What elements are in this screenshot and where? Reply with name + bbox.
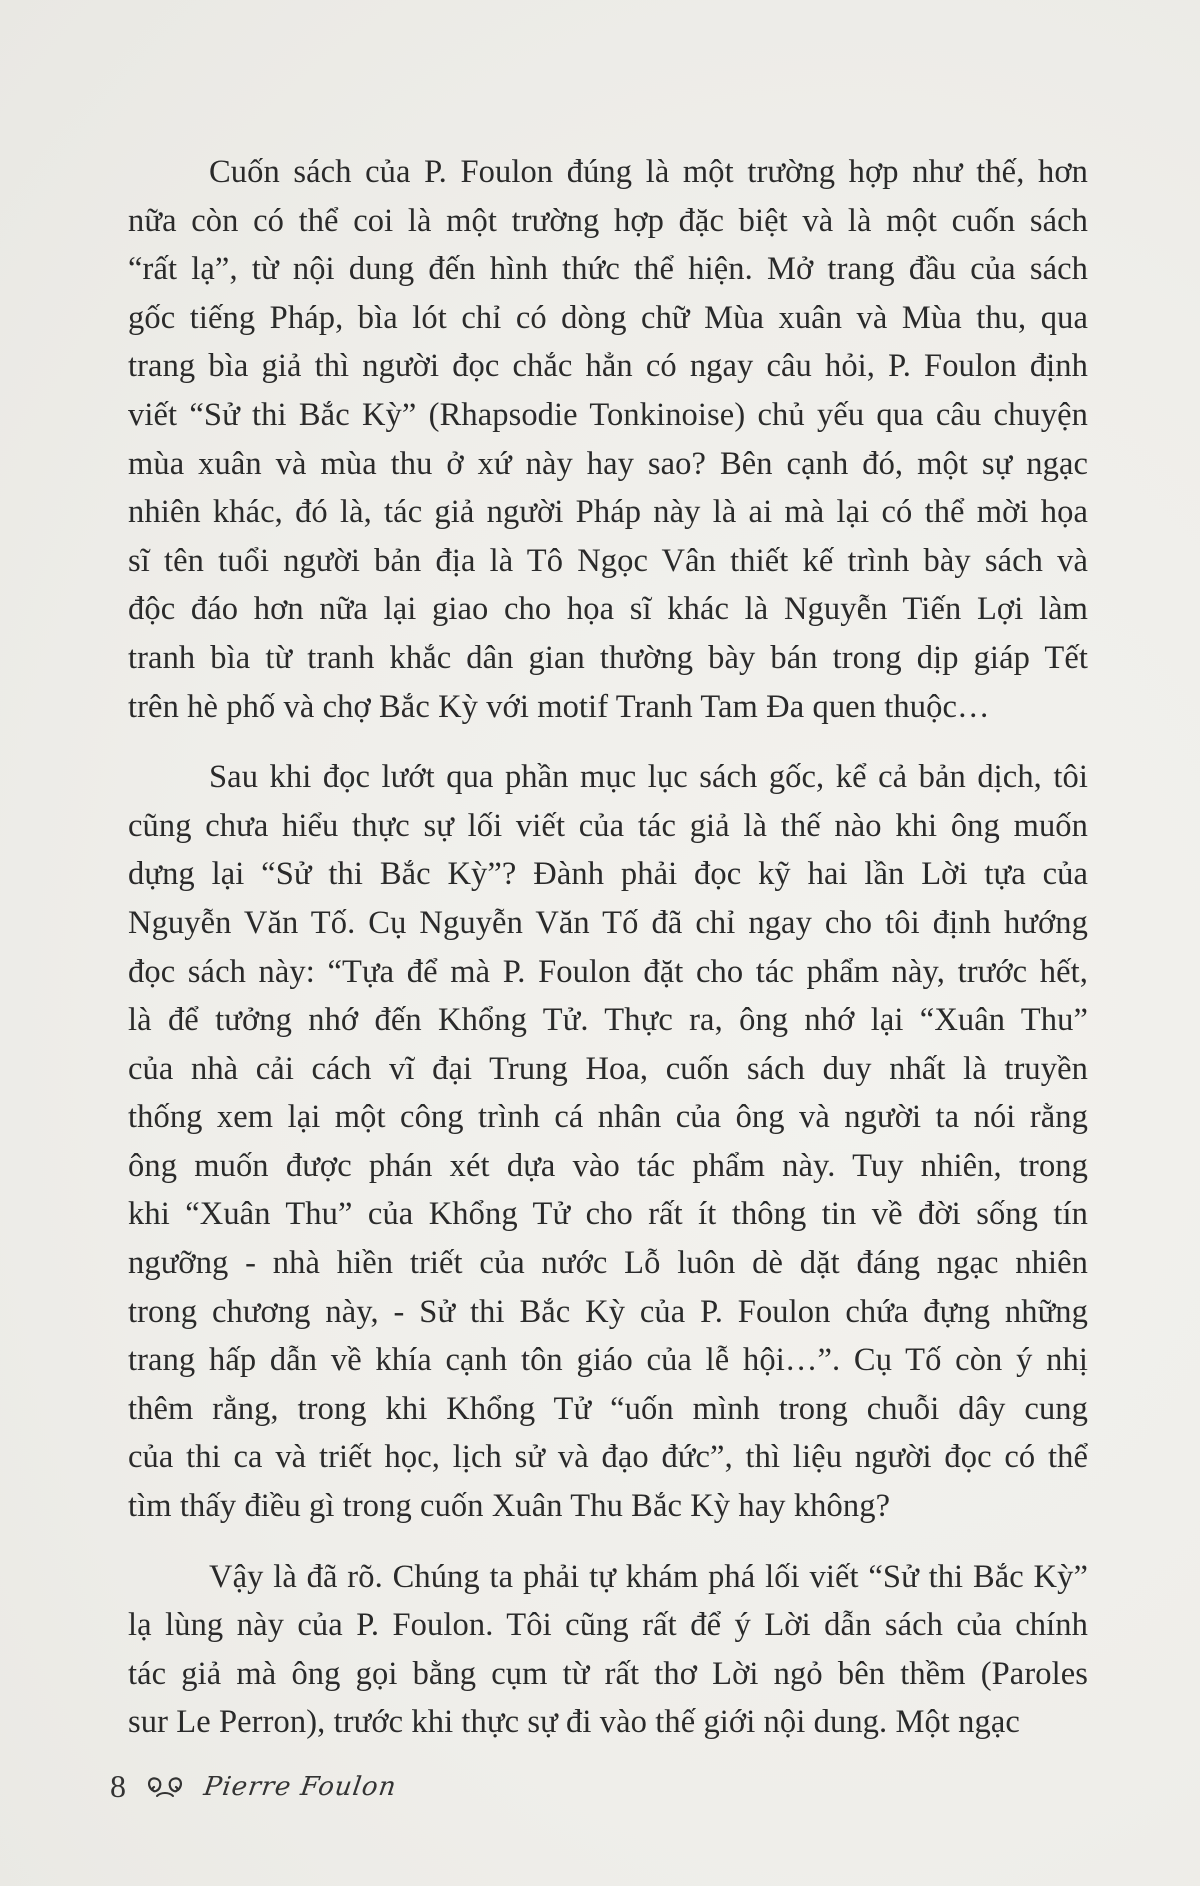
text-line: tìm thấy điều gì trong cuốn Xuân Thu Bắc Kỳ hay không? xyxy=(128,1488,891,1525)
text-line: “rất lạ”, từ nội dung đến hình thức thể hiện. Mở trang đầu của sách xyxy=(128,251,1088,288)
text-line: gốc tiếng Pháp, bìa lót chỉ có dòng chữ Mùa xuân và Mùa thu, qua xyxy=(128,299,1088,336)
running-author: Pierre Foulon xyxy=(201,1771,399,1802)
page-number: 8 xyxy=(110,1768,126,1804)
text-line: Sau khi đọc lướt qua phần mục lục sách gốc, kể cả bản dịch, tôi xyxy=(209,759,1088,796)
text-line: đọc sách này: “Tựa để mà P. Foulon đặt cho tác phẩm này, trước hết, xyxy=(128,953,1088,990)
text-line: trong chương này, - Sử thi Bắc Kỳ của P. Foulon chứa đựng những xyxy=(128,1293,1088,1330)
text-line: dựng lại “Sử thi Bắc Kỳ”? Đành phải đọc kỹ hai lần Lời tựa của xyxy=(128,856,1088,893)
text-line: Cuốn sách của P. Foulon đúng là một trường hợp như thế, hơn xyxy=(209,154,1088,190)
text-line: trang bìa giả thì người đọc chắc hẳn có ngay câu hỏi, P. Foulon định xyxy=(128,348,1088,385)
text-line: sĩ tên tuổi người bản địa là Tô Ngọc Vân thiết kế trình bày sách và xyxy=(128,542,1088,579)
text-line: cũng chưa hiểu thực sự lối viết của tác giả là thế nào khi ông muốn xyxy=(128,807,1088,844)
page-footer xyxy=(110,1768,399,1805)
text-line: nữa còn có thể coi là một trường hợp đặc biệt và là một cuốn sách xyxy=(128,202,1088,239)
text-line: tranh bìa từ tranh khắc dân gian thường bày bán trong dịp giáp Tết xyxy=(128,639,1088,676)
text-line: trang hấp dẫn về khía cạnh tôn giáo của lễ hội…”. Cụ Tố còn ý nhị xyxy=(128,1342,1088,1379)
text-line: sur Le Perron), trước khi thực sự đi vào thế giới nội dung. Một ngạc xyxy=(128,1704,1020,1741)
body-text xyxy=(128,148,1088,1769)
text-line: của thi ca và triết học, lịch sử và đạo đức”, thì liệu người đọc có thể xyxy=(128,1439,1088,1476)
text-line: viết “Sử thi Bắc Kỳ” (Rhapsodie Tonkinoise) chủ yếu qua câu chuyện xyxy=(128,396,1088,433)
text-line: thống xem lại một công trình cá nhân của ông và người ta nói rằng xyxy=(128,1099,1088,1136)
paragraph-2 xyxy=(128,753,1088,1531)
text-line: mùa xuân và mùa thu ở xứ này hay sao? Bên cạnh đó, một sự ngạc xyxy=(128,445,1088,482)
text-line: tác giả mà ông gọi bằng cụm từ rất thơ Lời ngỏ bên thềm (Paroles xyxy=(128,1655,1088,1692)
text-line: thêm rằng, trong khi Khổng Tử “uốn mình trong chuỗi dây cung xyxy=(128,1390,1088,1427)
text-line: lạ lùng này của P. Foulon. Tôi cũng rất để ý Lời dẫn sách của chính xyxy=(128,1607,1088,1644)
text-line: trên hè phố và chợ Bắc Kỳ với motif Tranh Tam Đa quen thuộc… xyxy=(128,688,990,725)
floral-ornament-icon xyxy=(144,1772,186,1802)
text-line: ngưỡng - nhà hiền triết của nước Lỗ luôn dè dặt đáng ngạc nhiên xyxy=(128,1245,1088,1282)
text-line: của nhà cải cách vĩ đại Trung Hoa, cuốn sách duy nhất là truyền xyxy=(128,1050,1088,1087)
text-line: khi “Xuân Thu” của Khổng Tử cho rất ít thông tin về đời sống tín xyxy=(128,1196,1088,1233)
paragraph-3 xyxy=(128,1553,1088,1747)
text-line: Nguyễn Văn Tố. Cụ Nguyễn Văn Tố đã chỉ ngay cho tôi định hướng xyxy=(128,904,1088,941)
text-line: là để tưởng nhớ đến Khổng Tử. Thực ra, ông nhớ lại “Xuân Thu” xyxy=(128,1002,1088,1039)
text-line: nhiên khác, đó là, tác giả người Pháp này là ai mà lại có thể mời họa xyxy=(128,494,1088,531)
paragraph-1 xyxy=(128,148,1088,731)
text-line: ông muốn được phán xét dựa vào tác phẩm này. Tuy nhiên, trong xyxy=(128,1147,1088,1184)
text-line: độc đáo hơn nữa lại giao cho họa sĩ khác là Nguyễn Tiến Lợi làm xyxy=(128,591,1088,628)
text-line: Vậy là đã rõ. Chúng ta phải tự khám phá lối viết “Sử thi Bắc Kỳ” xyxy=(209,1558,1088,1595)
